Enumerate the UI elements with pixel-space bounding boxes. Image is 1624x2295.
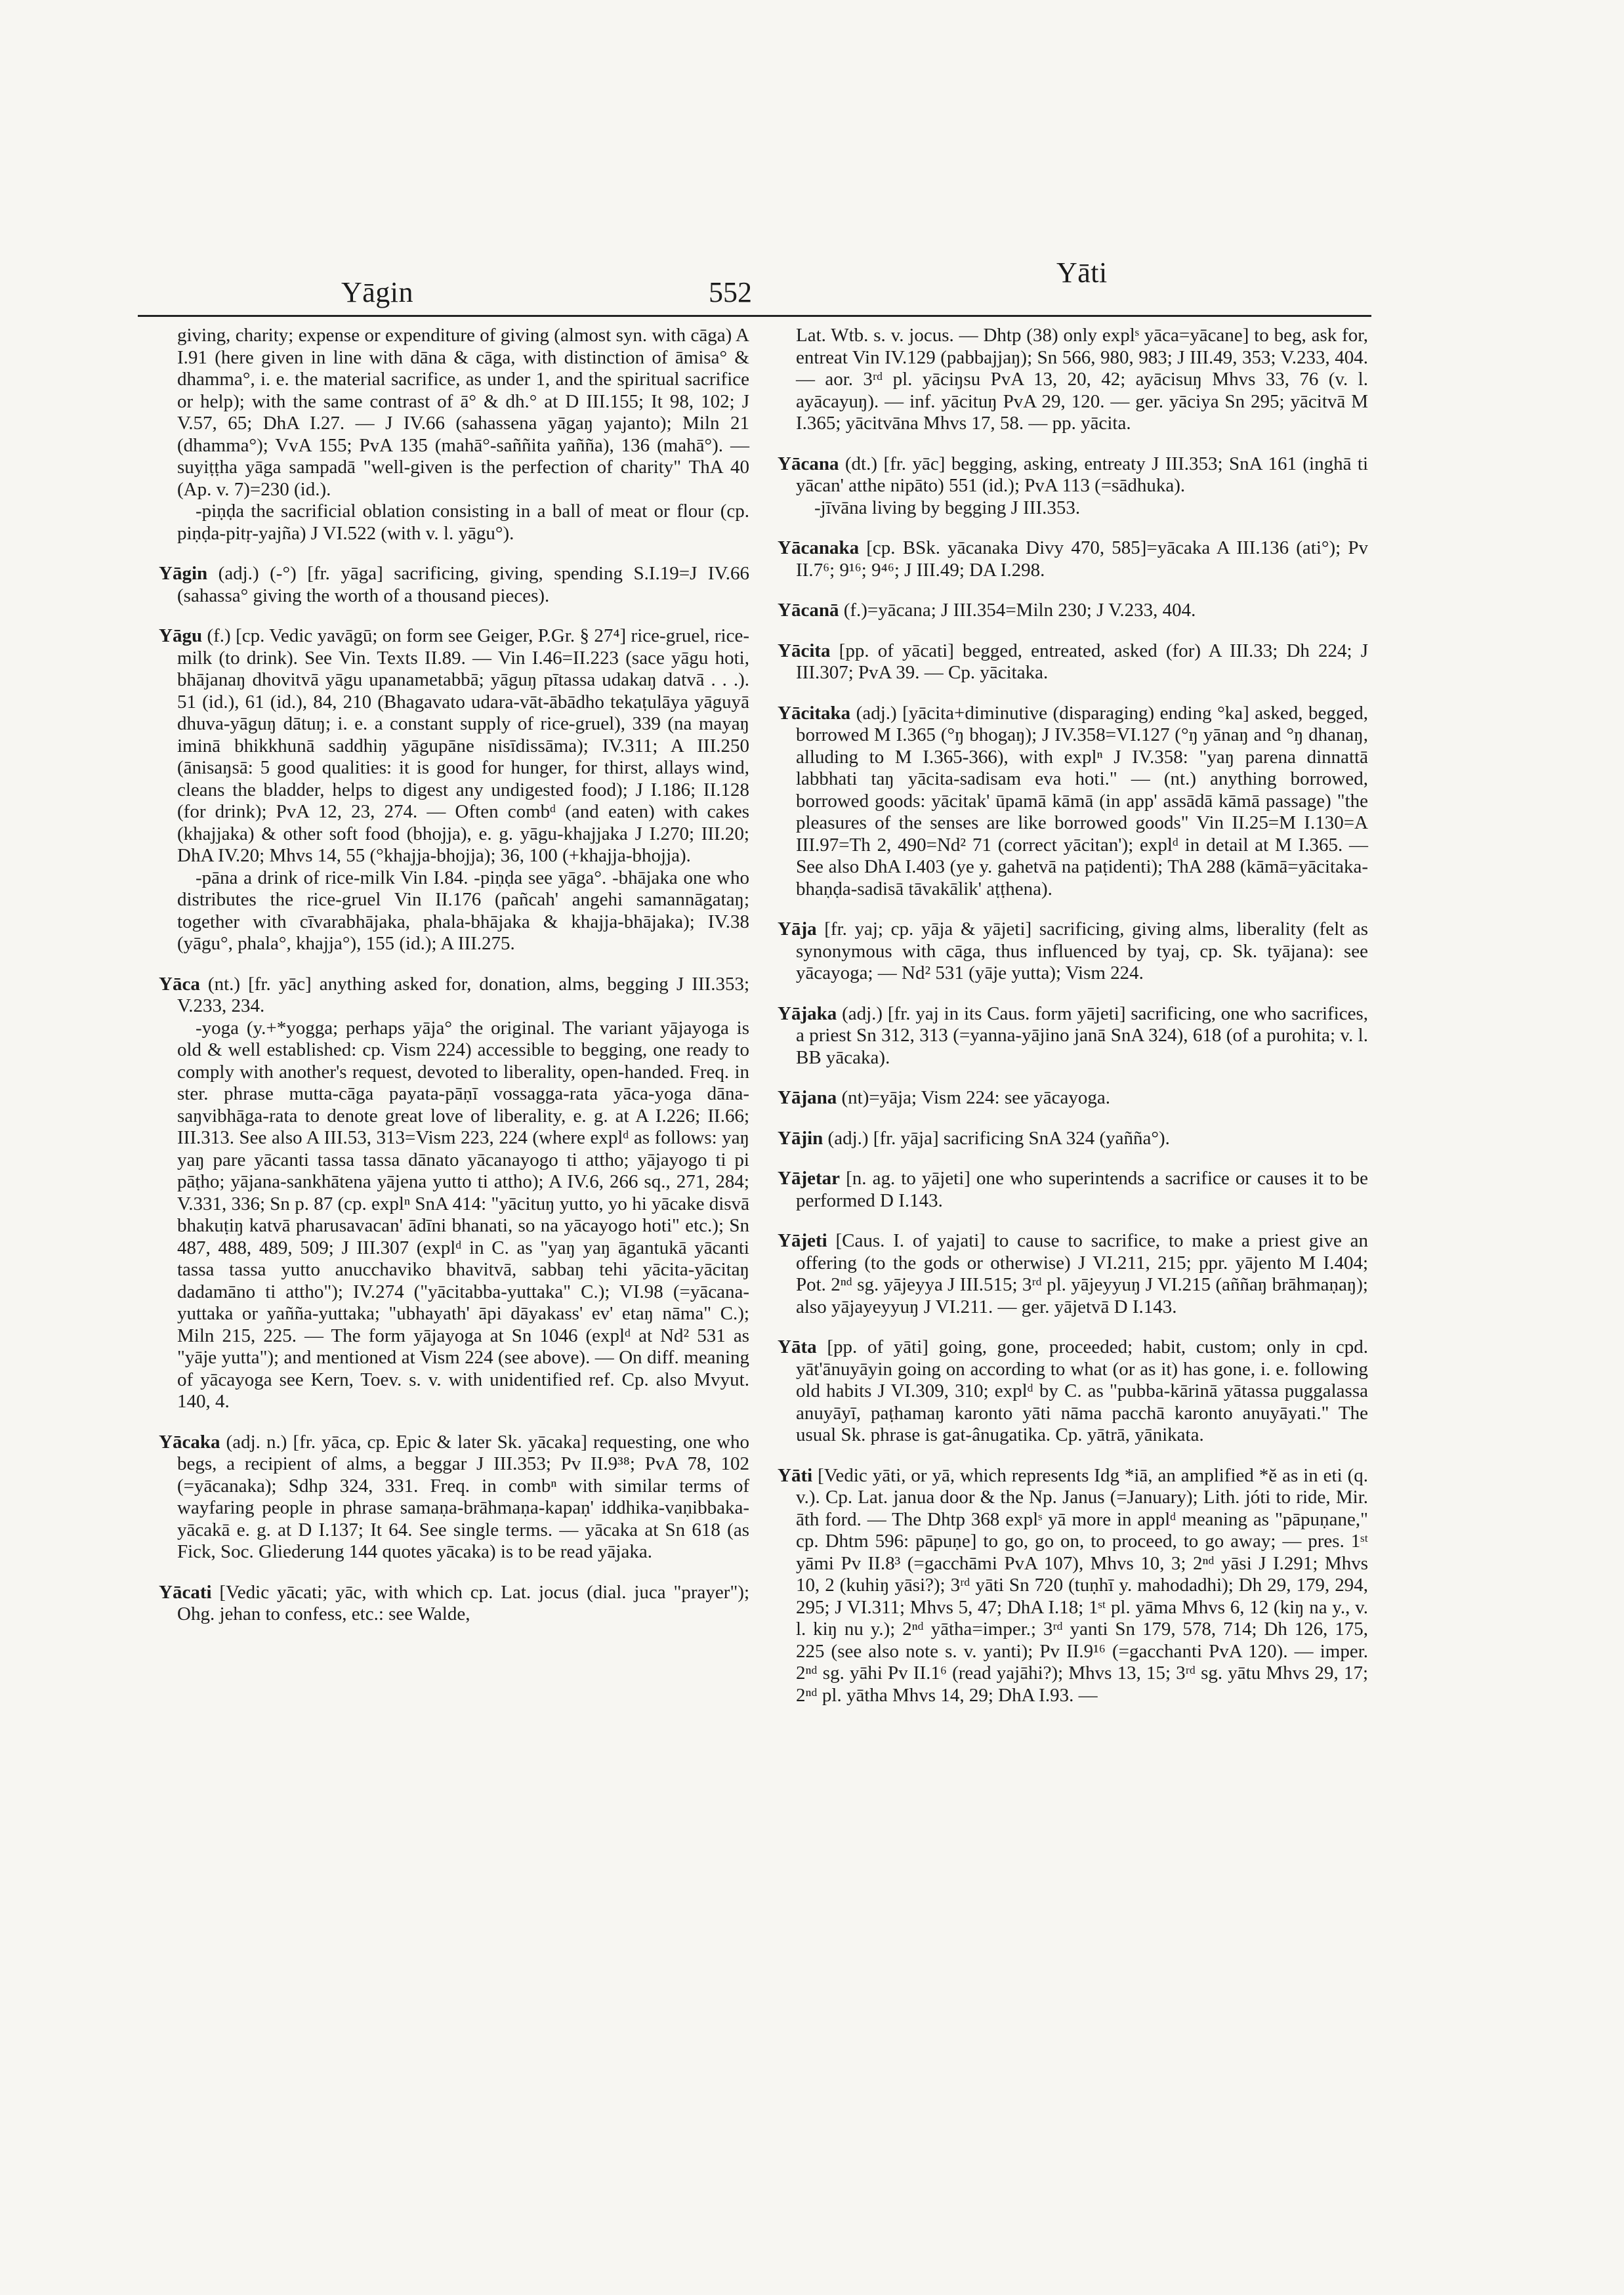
entry-text: [pp. of yācati] begged, entreated, asked (for) A III.33; Dh 224; J III.307; PvA 39. — Cp. yācitaka. <box>796 640 1369 683</box>
entry-subentry: -jīvāna living by begging J III.353. <box>814 497 1081 518</box>
entry-subentry: -yoga (y.+*yogga; perhaps yāja° the original. The variant yājayoga is old & well established: cp. Vism 224) accessible to begging, one ready to comply with another's request, devoted to liberality, open-handed. Freq. in ster. phrase mutta-cāga payata-pāṇī vossagga-rata yāca-yoga dāna-saŋvibhāga-rata to denote great love of liberality, e. g. at A I.226; II.66; III.313. See also A III.53, 313=Vism 223, 224 (where explᵈ as follows: yaŋ yaŋ pare yācanti tassa tassa dānato yācanayogo ti attho; yājayogo ti pi pāṭho; yājana-sankhātena yājena yutto ti attho); A IV.6, 266 sq., 271, 284; V.331, 336; Sn p. 87 (cp. explⁿ SnA 414: "yācituŋ yutto, yo hi yācake disvā bhakuṭiŋ katvā pharusavacan' ādīni bhanati, so na yācayogo hoti" etc.); Sn 487, 488, 489, 509; J III.307 (explᵈ in C. as "yaŋ yaŋ āgantukā yācanti tassa tassa yutto anucchaviko bhavitvā, sabbaŋ tehi yācita-yācitaŋ dadamāno ti attho"); IV.274 ("yācitabba-yuttaka" C.); VI.98 (=yācana-yuttaka or yañña-yuttaka; "ubhayath' āpi dāyakass' ev' etaŋ nāma" C.); Miln 215, 225. — The form yājayoga at Sn 1046 (explᵈ at Nd² 531 as "yāje yutta"); and mentioned at Vism 224 (see above). — On diff. meaning of yācayoga see Kern, Toev. s. v. with unidentified ref. Cp. also Mvyut. 140, 4. <box>177 1017 749 1412</box>
entry-headword: Yāgin <box>159 563 208 584</box>
entry-text: (f.)=yācana; J III.354=Miln 230; J V.233, 404. <box>843 600 1196 621</box>
dictionary-entry <box>778 703 1368 901</box>
entry-headword: Yācanaka <box>778 537 860 558</box>
dictionary-entry <box>778 1087 1368 1109</box>
header-rule <box>138 315 1371 317</box>
entry-text: [cp. BSk. yācanaka Divy 470, 585]=yācaka A III.136 (ati°); Pv II.7⁶; 9¹⁶; 9⁴⁶; J III.49; DA I.298. <box>796 537 1369 581</box>
entry-text: [Caus. I. of yajati] to cause to sacrifice, to make a priest give an offering (to the gods or otherwise) J VI.211, 215; ppr. yājento M I.404; Pot. 2ⁿᵈ sg. yājeyya J III.515; 3ʳᵈ pl. yājeyyuŋ J VI.215 (aññaŋ brāhmaṇaŋ); also yājayeyyuŋ J VI.211. — ger. yājetvā D I.143. <box>796 1230 1369 1317</box>
entry-headword: Yāta <box>778 1336 817 1357</box>
entry-text: (nt.) [fr. yāc] anything asked for, donation, alms, begging J III.353; V.233, 234. <box>177 973 749 1016</box>
entry-headword: Yācati <box>159 1581 212 1603</box>
entry-text: [Vedic yācati; yāc, with which cp. Lat. jocus (dial. juca "prayer"); Ohg. jehan to confess, etc.: see Walde, <box>177 1581 750 1624</box>
entry-headword: Yācitaka <box>778 702 851 724</box>
dictionary-entry <box>778 1465 1368 1707</box>
dictionary-entry <box>778 1003 1368 1069</box>
entry-headword: Yājetar <box>778 1168 841 1189</box>
right-column <box>778 325 1368 1725</box>
entry-text: giving, charity; expense or expenditure of giving (almost syn. with cāga) A I.91 (here given in line with dāna & cāga, with distinction of āmisa° & dhamma°, i. e. the material sacrifice, as under 1, and the spiritual sacrifice or help); with the same contrast of ā° & dh.° at D III.155; It 98, 102; J V.57, 65; DhA I.27. — J IV.66 (sahassena yāgaŋ yajanto); Miln 21 (dhamma°); VvA 155; PvA 135 (mahā°-saññita yañña), 136 (mahā°). — suyiṭṭha yāga sampadā "well-given is the perfection of charity" ThA 40 (Ap. v. 7)=230 (id.). <box>177 325 749 500</box>
entry-headword: Yājin <box>778 1127 823 1149</box>
entry-headword: Yājana <box>778 1087 837 1108</box>
entry-subentry: -pāna a drink of rice-milk Vin I.84. -piṇḍa see yāga°. -bhājaka one who distributes the rice-gruel Vin II.176 (pañcah' angehi samannāgataŋ; together with cīvarabhājaka, phala-bhājaka & khajja-bhājaka); IV.38 (yāgu°, phala°, khajja°), 155 (id.); A III.275. <box>177 867 749 954</box>
dictionary-entry <box>778 919 1368 985</box>
entry-headword: Yācana <box>778 453 839 474</box>
dictionary-entry <box>778 1128 1368 1150</box>
entry-text: Lat. Wtb. s. v. jocus. — Dhtp (38) only explˢ yāca=yācane] to beg, ask for, entreat Vin IV.129 (pabbajjaŋ); Sn 566, 980, 983; J III.49, 353; V.233, 404. — aor. 3ʳᵈ pl. yāciŋsu PvA 13, 20, 42; ayācisuŋ Mhvs 33, 76 (v. l. ayācayuŋ). — inf. yācituŋ PvA 29, 120. — ger. yāciya Sn 295; yācitvā M I.365; yācitvāna Mhvs 17, 58. — pp. yācita. <box>796 325 1368 434</box>
dictionary-entry <box>778 1336 1368 1447</box>
entry-headword: Yāgu <box>159 625 203 646</box>
entry-headword: Yāja <box>778 919 817 940</box>
dictionary-entry <box>159 625 749 955</box>
dictionary-entry <box>159 974 749 1413</box>
entry-text: [pp. of yāti] going, gone, proceeded; habit, custom; only in cpd. yāt'ānuyāyin going on according to what (or as it) has gone, i. e. following old habits J VI.309, 310; explᵈ by C. as "pubba-kārinā yātassa puggalassa anuyāyī, paṭhamaŋ karonto yāti nāma pacchā karonto anuyāyati." The usual Sk. phrase is gat-ânugatika. Cp. yātrā, yānikata. <box>796 1336 1369 1445</box>
entry-text: [n. ag. to yājeti] one who superintends a sacrifice or causes it to be performed D I.143. <box>796 1168 1368 1211</box>
left-column <box>159 325 749 1644</box>
dictionary-entry <box>778 537 1368 581</box>
entry-text: (adj.) [fr. yāja] sacrificing SnA 324 (yañña°). <box>827 1127 1170 1149</box>
entry-headword: Yācaka <box>159 1431 220 1453</box>
page-number: 552 <box>709 276 752 308</box>
entry-text: [Vedic yāti, or yā, which represents Idg *iā, an amplified *ĕ as in eti (q. v.). Cp. Lat. janua door & the Np. Janus (=January); Lith. jóti to ride, Mir. āth ford. — The Dhtp 368 explˢ yā more in applᵈ meaning as "pāpuṇane," cp. Dhtm 596: pāpuṇe] to go, go on, to proceed, to go away; — pres. 1ˢᵗ yāmi Pv II.8³ (=gacchāmi PvA 107), Mhvs 10, 3; 2ⁿᵈ yāsi J I.291; Mhvs 10, 2 (kuhiŋ yāsi?); 3ʳᵈ yāti Sn 720 (tuṇhī y. mahodadhi); Dh 29, 179, 294, 295; J VI.311; Mhvs 5, 47; DhA I.18; 1ˢᵗ pl. yāma Mhvs 6, 12 (kiŋ na y., v. l. kiŋ nu y.); 2ⁿᵈ yātha=imper.; 3ʳᵈ yanti Sn 179, 578, 714; Dh 126, 175, 225 (see also note s. v. yanti); Pv II.9¹⁶ (=gacchanti PvA 120). — imper. 2ⁿᵈ sg. yāhi Pv II.1⁶ (read yajāhi?); Mhvs 13, 15; 3ʳᵈ sg. yātu Mhvs 29, 17; 2ⁿᵈ pl. yātha Mhvs 14, 29; DhA I.93. — <box>796 1464 1369 1706</box>
entry-text: (nt)=yāja; Vism 224: see yācayoga. <box>841 1087 1110 1108</box>
entry-headword: Yāti <box>778 1464 813 1486</box>
right-running-headword: Yāti <box>1056 257 1108 289</box>
dictionary-entry <box>778 1230 1368 1318</box>
dictionary-entry <box>159 563 749 607</box>
entry-subentry: -piṇḍa the sacrificial oblation consisting in a ball of meat or flour (cp. piṇḍa-pitṛ-yajña) J VI.522 (with v. l. yāgu°). <box>177 501 749 544</box>
entry-text: (adj. n.) [fr. yāca, cp. Epic & later Sk. yācaka] requesting, one who begs, a recipient of alms, a beggar J III.353; Pv II.9³⁸; PvA 78, 102 (=yācanaka); Sdhp 324, 331. Freq. in combⁿ with similar terms of wayfaring people in phrase samaṇa-brāhmaṇa-kapaṇ' iddhika-vaṇibbaka-yācakā e. g. at D I.137; It 64. See single terms. — yācaka at Sn 618 (as Fick, Soc. Gliederung 144 quotes yācaka) is to be read yājaka. <box>177 1431 750 1562</box>
dictionary-entry <box>778 600 1368 622</box>
dictionary-entry <box>159 1432 749 1563</box>
entry-headword: Yājeti <box>778 1230 827 1251</box>
entry-headword: Yāca <box>159 973 200 995</box>
entry-text: (adj.) [yācita+diminutive (disparaging) ending °ka] asked, begged, borrowed M I.365 (°ŋ bhogaŋ); J IV.358=VI.127 (°ŋ yānaŋ and °ŋ dhanaŋ, alluding to M I.365-366), with explⁿ J IV.358: "yaŋ parena dinnattā labbhati taŋ yācita-sadisam eva hoti." — (nt.) anything borrowed, borrowed goods: yācitak' ūpamā kāmā (in app' assādā kāmā passage) "the pleasures of the senses are like borrowed goods" Vin II.25=M I.130=A III.97=Th 2, 490=Nd² 71 (correct yācitan'); explᵈ in detail at M I.365. — See also DhA I.403 (ye y. gahetvā na paṭidenti); ThA 288 (kāmā=yācitaka-bhaṇḍa-sadisā tāvakālik' aṭṭhena). <box>796 702 1368 899</box>
dictionary-entry <box>159 325 749 545</box>
entry-text: (adj.) (-°) [fr. yāga] sacrificing, giving, spending S.I.19=J IV.66 (sahassa° giving the worth of a thousand pieces). <box>177 563 750 606</box>
dictionary-entry <box>778 1168 1368 1212</box>
entry-text: [fr. yaj; cp. yāja & yājeti] sacrificing, giving alms, liberality (felt as synonymous with cāga, thus influenced by tyaj, cp. Sk. tyājana): see yācayoga; — Nd² 531 (yāje yutta); Vism 224. <box>796 919 1369 983</box>
entry-headword: Yācanā <box>778 600 839 621</box>
dictionary-entry <box>159 1582 749 1626</box>
entry-headword: Yācita <box>778 640 831 661</box>
left-running-headword: Yāgin <box>341 276 414 308</box>
page-header <box>131 230 1365 308</box>
dictionary-entry <box>778 640 1368 684</box>
entry-text: (f.) [cp. Vedic yavāgū; on form see Geiger, P.Gr. § 27⁴] rice-gruel, rice-milk (to drink). See Vin. Texts II.89. — Vin I.46=II.223 (sace yāgu hoti, bhājanaŋ dhovitvā yāgu upanametabbā; yāguŋ pītassa udakaŋ datvā . . .). 51 (id.), 61 (id.), 84, 210 (Bhagavato udara-vāt-ābādho tekaṭulāya yāguyā dhuva-yāguŋ dātuŋ; i. e. a constant supply of rice-gruel), 339 (na mayaŋ iminā bhikkhunā saddhiŋ yāgupāne nisīdissāma); IV.311; A III.250 (ānisaŋsā: 5 good qualities: it is good for hunger, for thirst, allays wind, cleans the bladder, helps to digest any undigested food); J I.186; II.128 (for drink); PvA 12, 23, 274. — Often combᵈ (and eaten) with cakes (khajjaka) & other soft food (bhojja), e. g. yāgu-khajjaka J I.270; III.20; DhA IV.20; Mhvs 14, 55 (°khajja-bhojja); 36, 100 (+khajja-bhojja). <box>177 625 749 866</box>
entry-headword: Yājaka <box>778 1003 837 1024</box>
entry-text: (adj.) [fr. yaj in its Caus. form yājeti] sacrificing, one who sacrifices, a priest Sn 312, 313 (=yanna-yājino janā SnA 324), 618 (of a purohita; v. l. BB yācaka). <box>796 1003 1368 1068</box>
entry-text: (dt.) [fr. yāc] begging, asking, entreaty J III.353; SnA 161 (inghā ti yācan' atthe nipāto) 551 (id.); PvA 113 (=sādhuka). <box>796 453 1368 496</box>
dictionary-entry <box>778 325 1368 435</box>
dictionary-entry <box>778 453 1368 520</box>
